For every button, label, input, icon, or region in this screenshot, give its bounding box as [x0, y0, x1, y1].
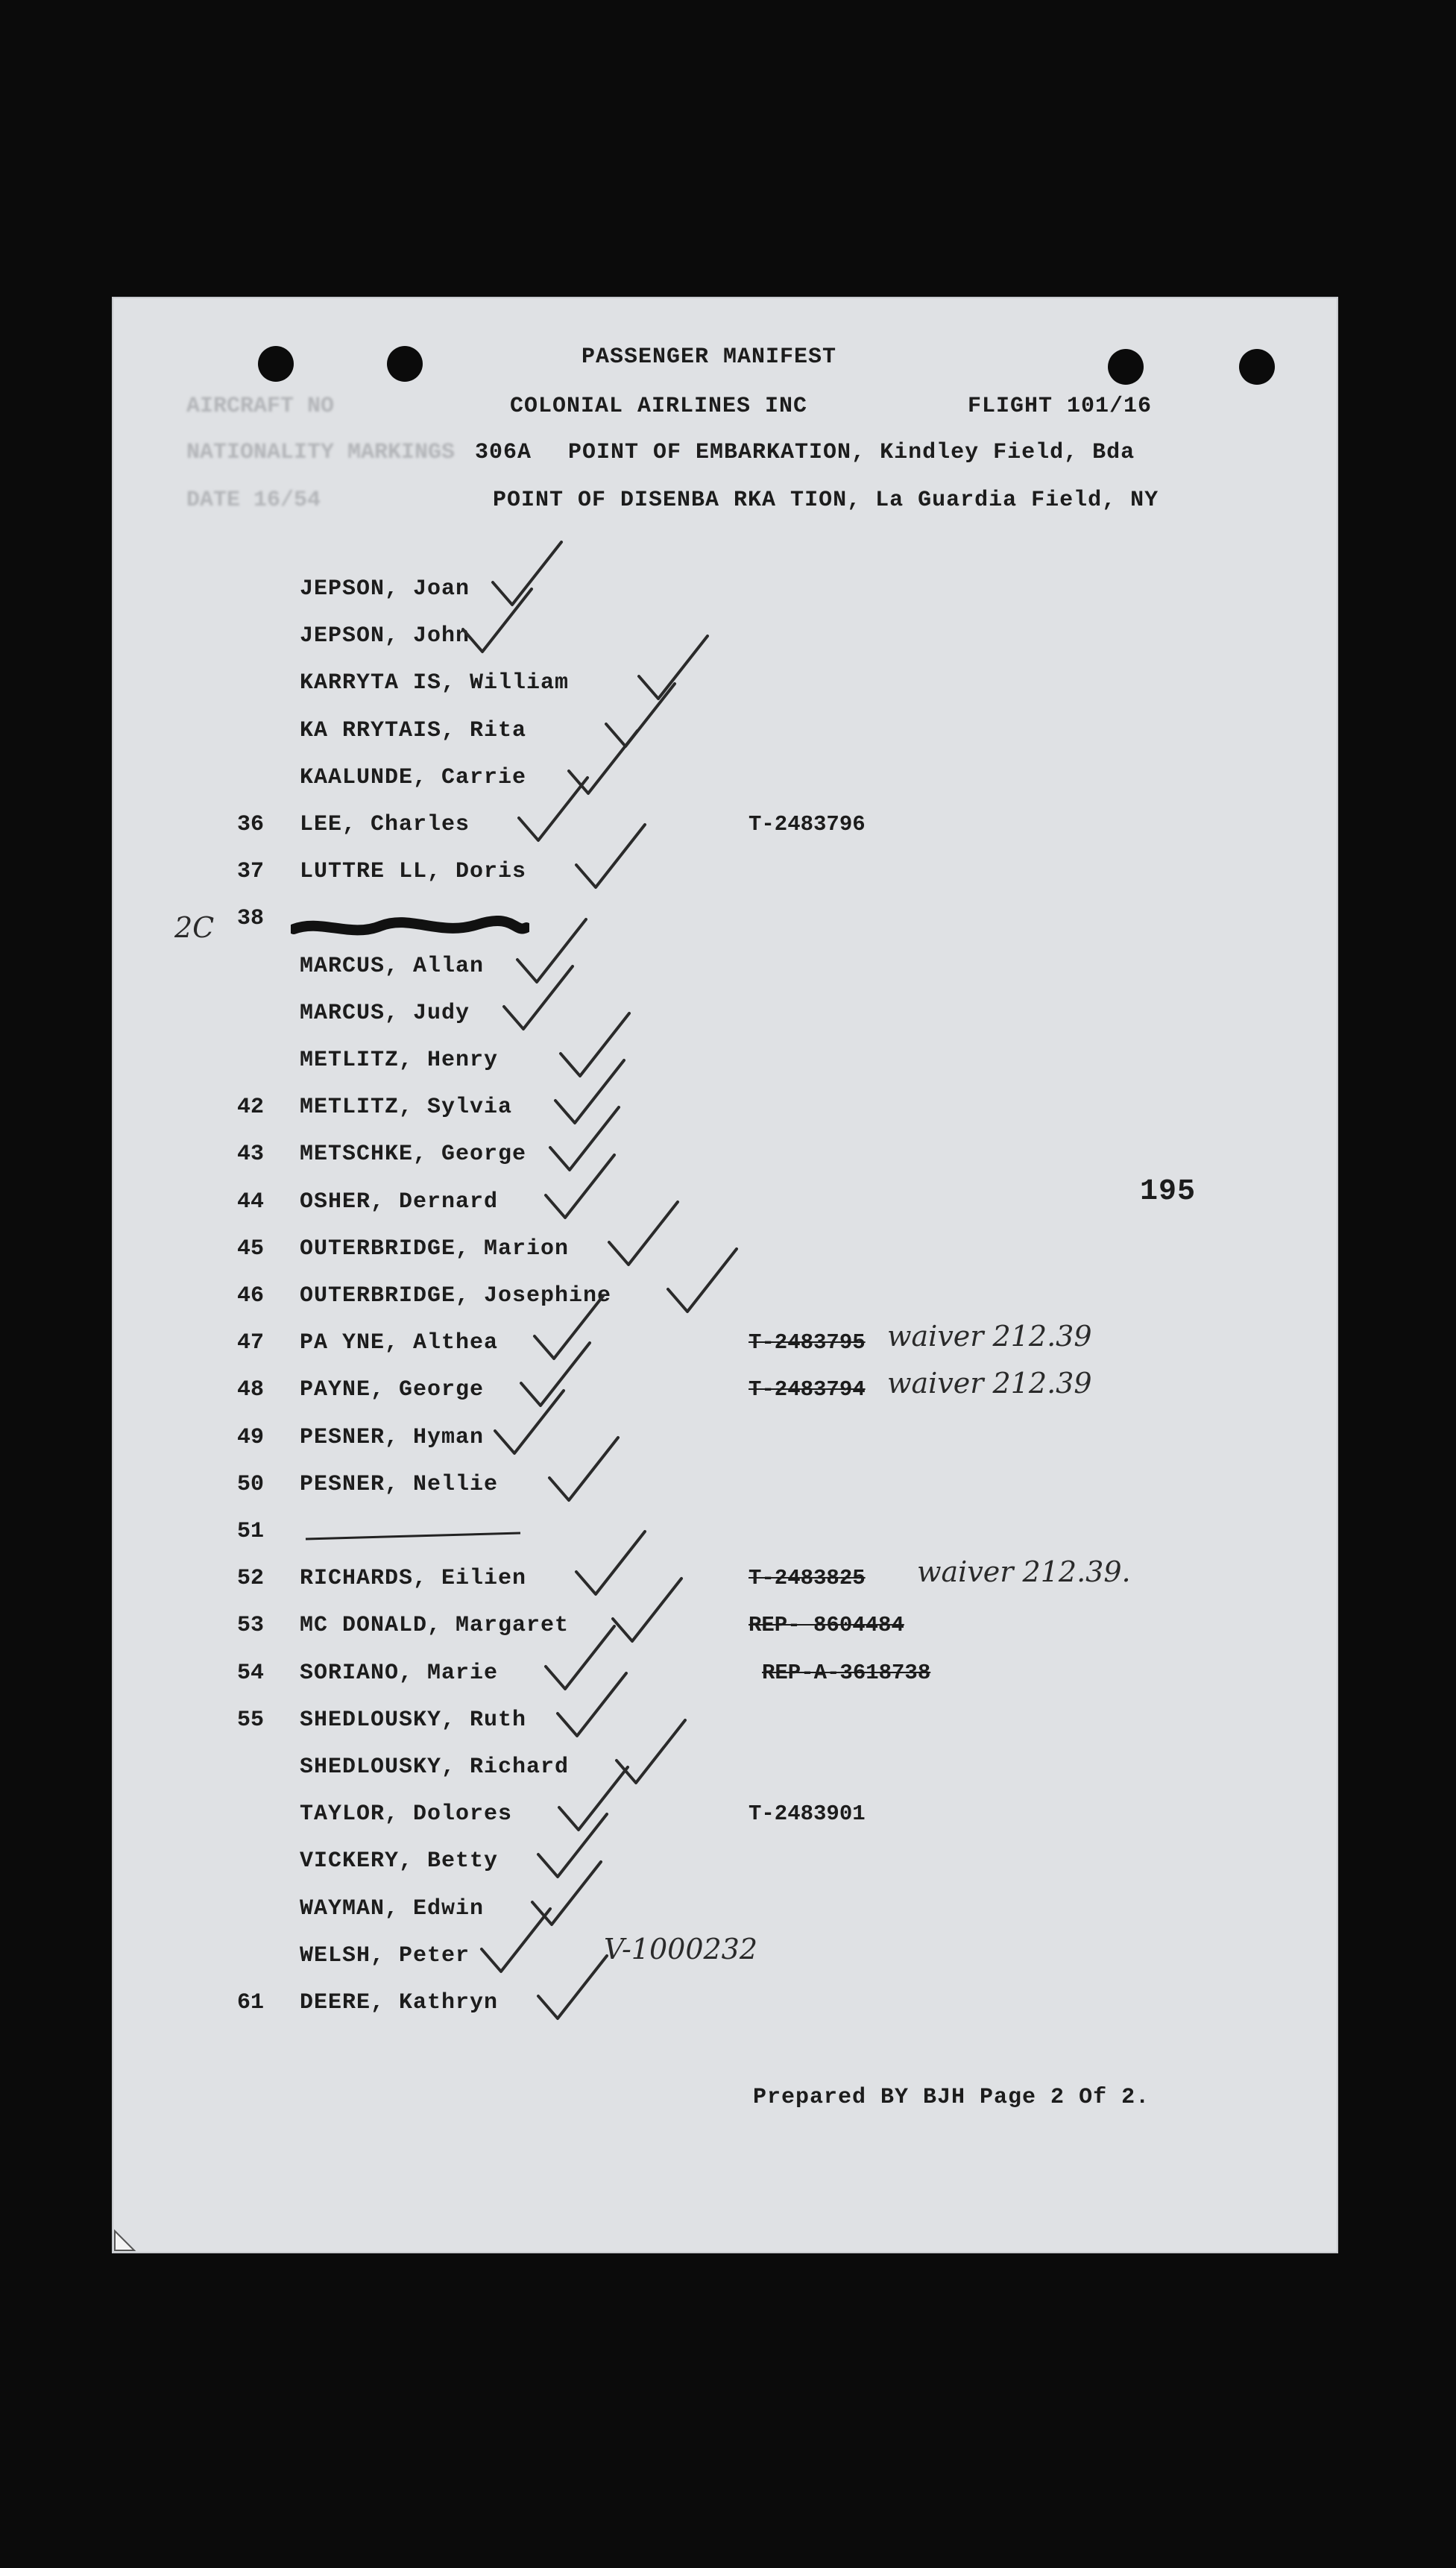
passenger-name: METSCHKE, George [300, 1142, 527, 1168]
flight-number: FLIGHT 101/16 [968, 394, 1153, 419]
passenger-name: PESNER, Nellie [300, 1471, 499, 1497]
airline-name: COLONIAL AIRLINES INC [510, 394, 808, 419]
row-number: 48 [237, 1377, 265, 1403]
passenger-name: MARCUS, Judy [300, 1000, 470, 1026]
row-number: 43 [237, 1142, 265, 1168]
passenger-name: SHEDLOUSKY, Ruth [300, 1707, 527, 1733]
check-mark-icon [543, 1433, 625, 1508]
passenger-name: PA YNE, Althea [300, 1330, 499, 1356]
ticket-reference: T-2483796 [749, 812, 866, 837]
passenger-name: JEPSON, John [300, 623, 470, 649]
passenger-name: PAYNE, George [300, 1377, 485, 1403]
passenger-name: MARCUS, Allan [300, 953, 485, 979]
redaction-scribble [291, 916, 529, 941]
passenger-name: LUTTRE LL, Doris [300, 859, 527, 885]
point-of-embarkation: POINT OF EMBARKATION, Kindley Field, Bda [568, 440, 1135, 465]
point-of-disembarkation: POINT OF DISENBA RKA TION, La Guardia Field, NY [493, 488, 1159, 513]
passenger-name: OUTERBRIDGE, Josephine [300, 1283, 612, 1309]
punch-hole [1239, 349, 1275, 385]
passenger-name: WELSH, Peter [300, 1942, 470, 1969]
row-number: 44 [237, 1189, 265, 1215]
row-number: 51 [237, 1519, 265, 1544]
handwritten-note: V-1000232 [604, 1932, 758, 1966]
row-number: 61 [237, 1990, 265, 2015]
passenger-name: METLITZ, Henry [300, 1048, 499, 1073]
punch-hole [1108, 349, 1144, 385]
passenger-name: KAALUNDE, Carrie [300, 764, 527, 790]
row-number: 36 [237, 812, 265, 837]
ticket-reference: REP- 8604484 [749, 1613, 904, 1638]
check-mark-icon [457, 585, 539, 659]
passenger-name: VICKERY, Betty [300, 1848, 499, 1875]
passenger-name: SORIANO, Marie [300, 1660, 499, 1686]
manifest-title: PASSENGER MANIFEST [582, 344, 837, 370]
ticket-reference: T-2483901 [749, 1801, 866, 1827]
handwritten-note: waiver 212.39. [917, 1555, 1131, 1589]
row-number: 50 [237, 1471, 265, 1497]
prepared-by-footer: Prepared BY BJH Page 2 Of 2. [753, 2085, 1150, 2110]
handwritten-note: waiver 212.39 [887, 1367, 1092, 1400]
manifest-sheet [112, 297, 1338, 2253]
passenger-name: SHEDLOUSKY, Richard [300, 1755, 570, 1780]
ticket-reference: T-2483795 [749, 1330, 866, 1356]
row-number: 46 [237, 1283, 265, 1309]
check-mark-icon [532, 1951, 614, 2026]
folded-corner [112, 2228, 137, 2253]
passenger-name: OSHER, Dernard [300, 1189, 499, 1215]
passenger-name: PESNER, Hyman [300, 1424, 485, 1450]
passenger-name: TAYLOR, Dolores [300, 1801, 513, 1828]
passenger-name: MC DONALD, Margaret [300, 1613, 570, 1639]
ticket-reference: T-2483794 [749, 1377, 866, 1403]
punch-hole [258, 346, 294, 382]
passenger-name: DEERE, Kathryn [300, 1990, 499, 2015]
passenger-name: RICHARDS, Eilien [300, 1566, 527, 1592]
passenger-name: WAYMAN, Edwin [300, 1895, 485, 1922]
row-number: 54 [237, 1660, 265, 1686]
row-number: 55 [237, 1707, 265, 1733]
row-number: 53 [237, 1613, 265, 1639]
margin-note: 2C [174, 911, 215, 944]
aircraft-code: 306A [475, 440, 532, 465]
ticket-reference: REP-A-3618738 [762, 1660, 931, 1685]
faded-header-text: AIRCRAFT NO [186, 394, 335, 419]
passenger-name: KA RRYTAIS, Rita [300, 717, 527, 743]
faded-header-text: NATIONALITY MARKINGS [186, 440, 456, 465]
passenger-name: JEPSON, Joan [300, 576, 470, 602]
row-number: 37 [237, 859, 265, 885]
passenger-name: METLITZ, Sylvia [300, 1095, 513, 1121]
row-number: 49 [237, 1424, 265, 1450]
page-stamp: 195 [1140, 1175, 1197, 1209]
row-number: 52 [237, 1566, 265, 1592]
handwritten-note: waiver 212.39 [887, 1320, 1092, 1353]
row-number: 42 [237, 1095, 265, 1121]
punch-hole [387, 346, 423, 382]
passenger-name: LEE, Charles [300, 812, 470, 837]
passenger-name: KARRYTA IS, William [300, 670, 570, 696]
row-number: 45 [237, 1236, 265, 1262]
blank-row-line [304, 1529, 528, 1543]
check-mark-icon [662, 1244, 744, 1319]
check-mark-icon [570, 820, 652, 895]
row-number: 47 [237, 1330, 265, 1356]
passenger-name: OUTERBRIDGE, Marion [300, 1236, 570, 1262]
faded-header-text: DATE 16/54 [186, 488, 321, 513]
row-number: 38 [237, 906, 265, 932]
ticket-reference: T-2483825 [749, 1566, 866, 1591]
